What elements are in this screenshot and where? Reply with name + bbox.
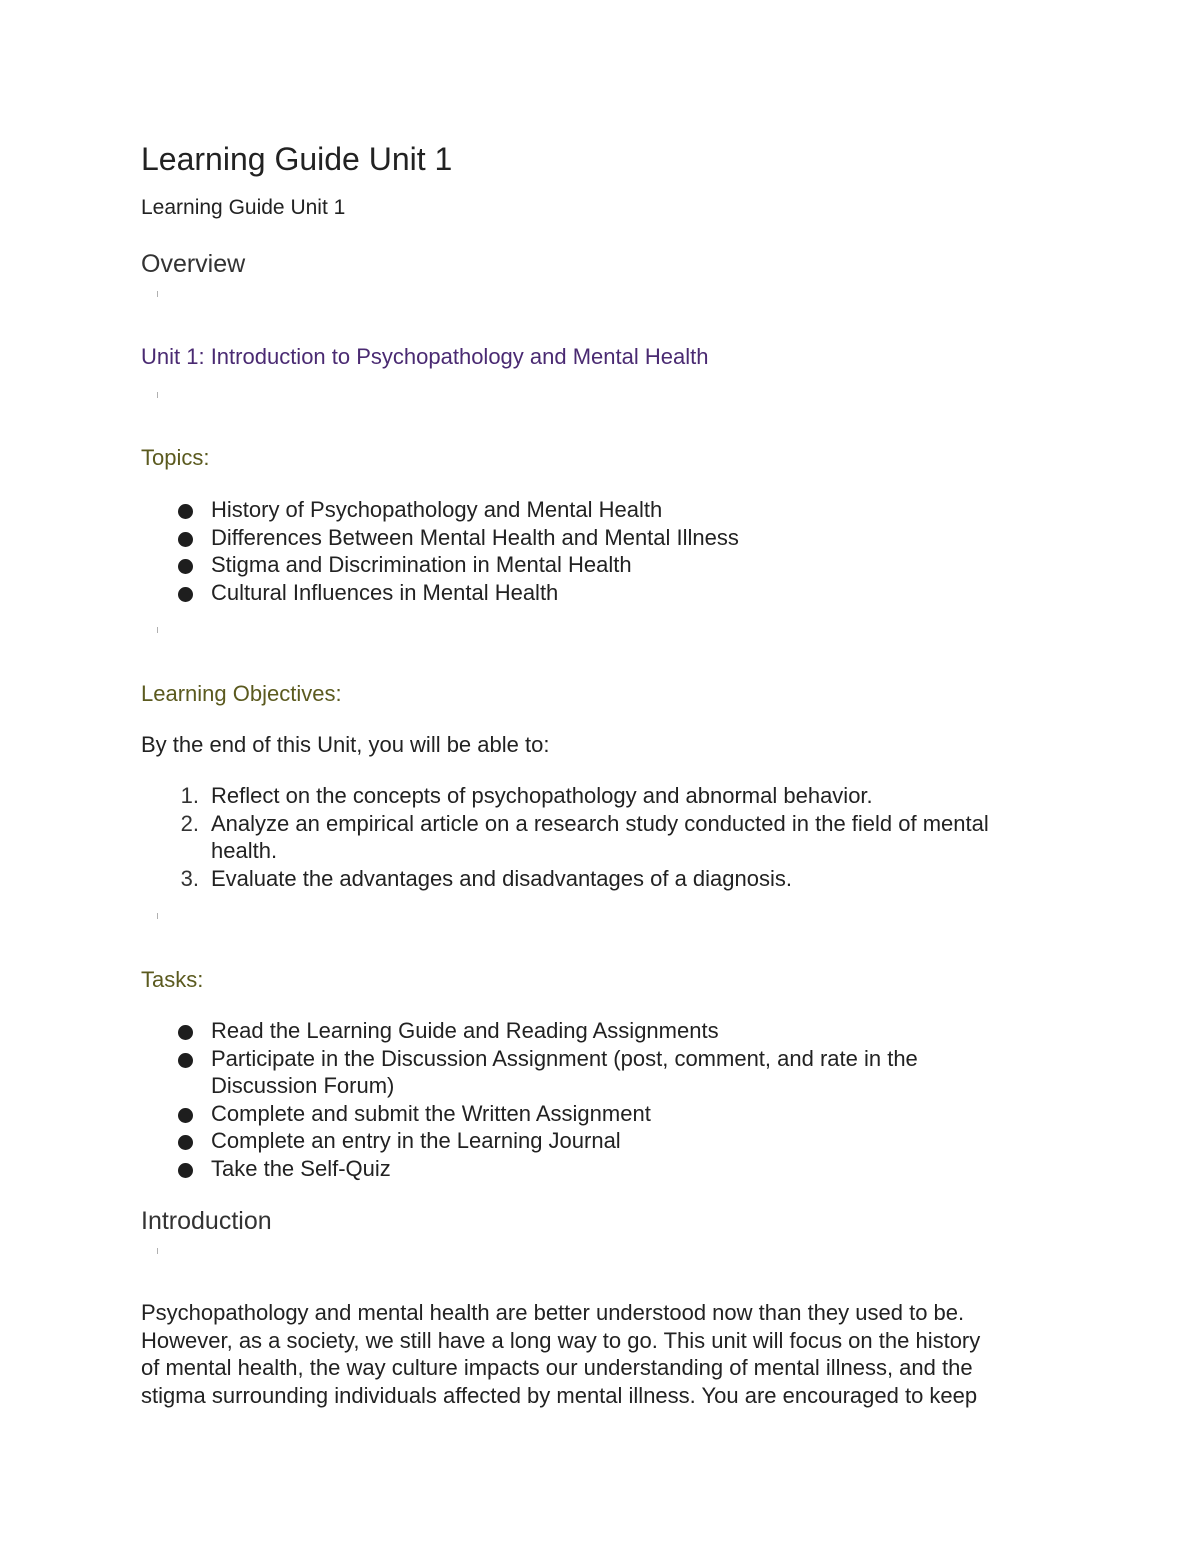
list-item	[175, 524, 739, 552]
overview-heading: Overview	[141, 250, 246, 278]
task-text-continued: Discussion Forum)	[211, 1073, 395, 1098]
paragraph-line: Psychopathology and mental health are better understood now than they used to be.	[141, 1300, 965, 1325]
list-item	[175, 1017, 918, 1045]
bullet-icon	[178, 587, 193, 602]
tasks-list	[175, 1017, 918, 1182]
task-text: Complete and submit the Written Assignment	[211, 1100, 651, 1126]
objective-text: Analyze an empirical article on a research study conducted in the field of mental	[211, 810, 989, 836]
bullet-icon	[178, 1135, 193, 1150]
page-subtitle: Learning Guide Unit 1	[141, 196, 346, 219]
page-title: Learning Guide Unit 1	[141, 141, 453, 177]
topics-label: Topics:	[141, 445, 210, 470]
spacer-mark	[157, 392, 158, 398]
topic-text: History of Psychopathology and Mental Health	[211, 497, 663, 522]
spacer-mark	[157, 291, 158, 297]
bullet-icon	[178, 532, 193, 547]
spacer-mark	[157, 1248, 158, 1254]
list-number: 3.	[180, 865, 199, 891]
list-item	[175, 1100, 918, 1128]
objective-text: Reflect on the concepts of psychopathology and abnormal behavior.	[211, 783, 873, 808]
task-text: Take the Self-Quiz	[211, 1155, 391, 1181]
objectives-label: Learning Objectives:	[141, 681, 342, 706]
task-text: Read the Learning Guide and Reading Assignments	[211, 1018, 719, 1043]
spacer-mark	[157, 913, 158, 919]
topic-text: Differences Between Mental Health and Mental Illness	[211, 524, 739, 550]
list-number: 2.	[180, 810, 199, 836]
list-item	[175, 551, 739, 579]
bullet-icon	[178, 559, 193, 574]
tasks-label: Tasks:	[141, 967, 204, 992]
bullet-icon	[178, 1053, 193, 1068]
objectives-intro: By the end of this Unit, you will be able to:	[141, 732, 550, 757]
list-item	[175, 579, 739, 607]
objective-text-continued: health.	[211, 838, 278, 863]
list-item	[175, 496, 739, 524]
task-text: Complete an entry in the Learning Journal	[211, 1128, 621, 1153]
list-item	[175, 782, 989, 810]
objectives-list	[175, 782, 989, 892]
introduction-heading: Introduction	[141, 1207, 272, 1235]
unit-heading: Unit 1: Introduction to Psychopathology and Mental Health	[141, 344, 709, 369]
topic-text: Stigma and Discrimination in Mental Health	[211, 552, 632, 577]
list-number: 1.	[180, 783, 199, 808]
paragraph-line: of mental health, the way culture impacts our understanding of mental illness, and the	[141, 1355, 973, 1380]
list-item	[175, 1155, 918, 1183]
list-item	[175, 810, 989, 865]
bullet-icon	[178, 1025, 193, 1040]
objective-text: Evaluate the advantages and disadvantages of a diagnosis.	[211, 865, 792, 891]
task-text: Participate in the Discussion Assignment (post, comment, and rate in the	[211, 1045, 918, 1071]
topic-text: Cultural Influences in Mental Health	[211, 579, 559, 605]
spacer-mark	[157, 627, 158, 633]
introduction-paragraph	[141, 1299, 1061, 1409]
paragraph-line: stigma surrounding individuals affected by mental illness. You are encouraged to keep	[141, 1382, 978, 1408]
bullet-icon	[178, 504, 193, 519]
list-item	[175, 865, 989, 893]
list-item	[175, 1045, 918, 1100]
bullet-icon	[178, 1163, 193, 1178]
topics-list	[175, 496, 739, 606]
bullet-icon	[178, 1108, 193, 1123]
paragraph-line: However, as a society, we still have a long way to go. This unit will focus on the history	[141, 1327, 981, 1353]
list-item	[175, 1127, 918, 1155]
